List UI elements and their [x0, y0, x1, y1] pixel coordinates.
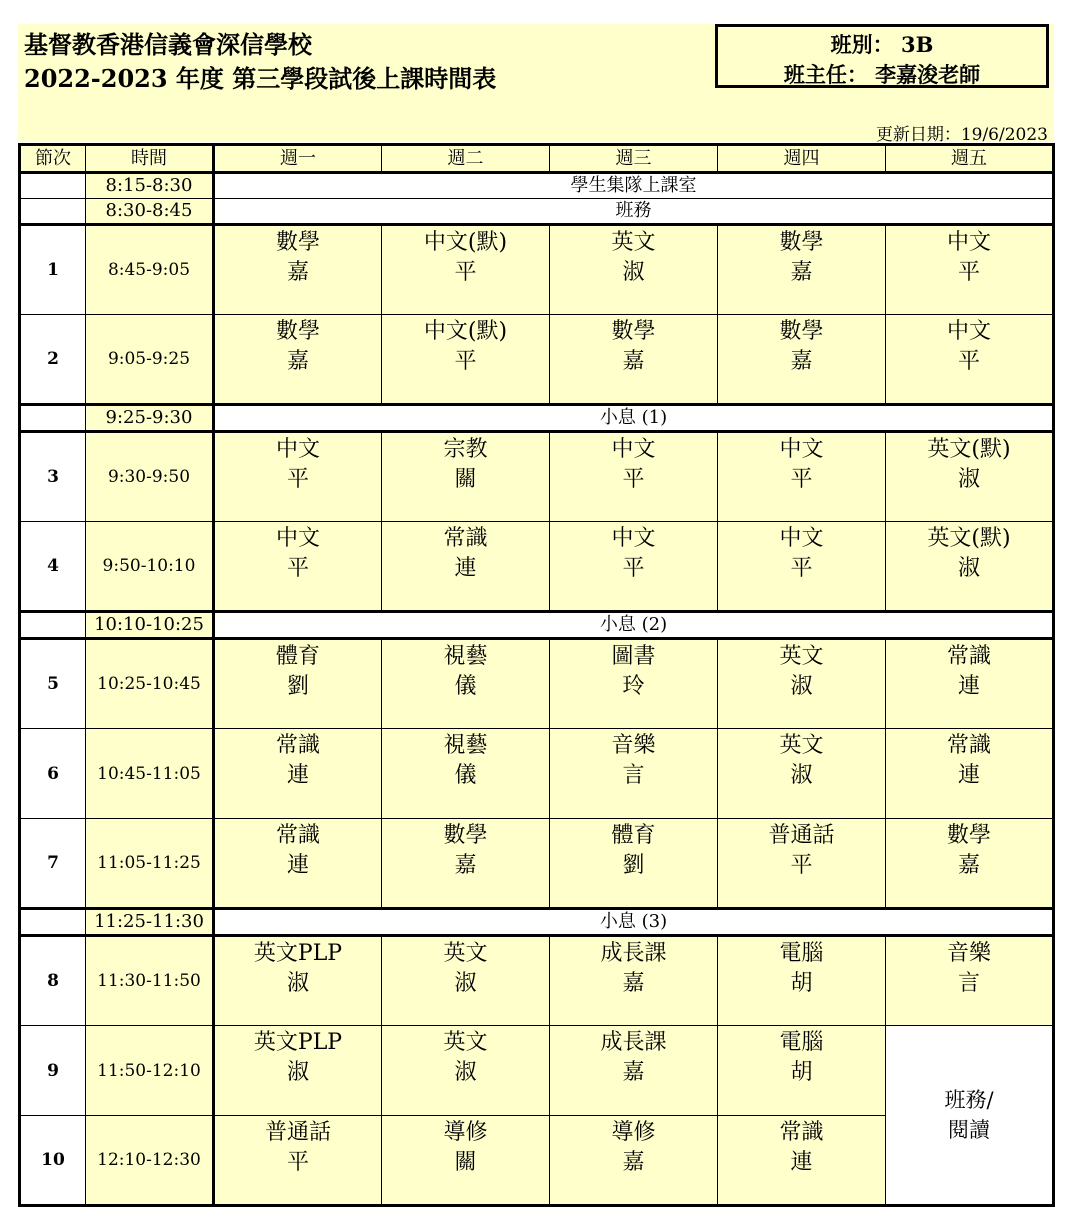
- lesson-cell: [886, 639, 1054, 729]
- period-number: 10: [20, 1116, 86, 1206]
- subject-name: 中文(默): [423, 319, 508, 344]
- lesson-cell: [718, 522, 886, 612]
- period-number: 2: [20, 315, 86, 405]
- lesson-cell: [886, 936, 1054, 1026]
- time-cell: 9:25-9:30: [86, 405, 214, 432]
- subject-name: 數學: [611, 319, 656, 344]
- teacher-label: 班主任：: [783, 62, 868, 87]
- lesson-cell: [214, 225, 382, 315]
- teacher-name: 關: [454, 1150, 477, 1175]
- col-header-day: 週四: [718, 145, 886, 173]
- lesson-cell: [214, 639, 382, 729]
- school-name: 基督教香港信義會深信學校: [24, 30, 312, 59]
- lesson-cell: [886, 432, 1054, 522]
- teacher-name: 劉: [286, 674, 309, 699]
- subject-name: 中文: [275, 437, 320, 462]
- subject-name: 中文: [779, 526, 824, 551]
- subject-name: 音樂: [946, 941, 991, 966]
- period-number: 4: [20, 522, 86, 612]
- teacher-name: 平: [622, 556, 645, 581]
- break-label: 小息 (3): [214, 909, 1054, 936]
- lesson-cell: [718, 432, 886, 522]
- subject-name: 體育: [611, 823, 656, 848]
- merged-class-reading-cell: [886, 1026, 1054, 1206]
- time-cell: 11:25-11:30: [86, 909, 214, 936]
- teacher-name: 平: [790, 467, 813, 492]
- period-row: [20, 315, 1054, 405]
- subject-name: 英文(默): [927, 526, 1011, 551]
- break-label: 學生集隊上課室: [214, 173, 1054, 199]
- teacher-name: 淑: [957, 556, 980, 581]
- subject-name: 體育: [275, 644, 320, 669]
- lesson-cell: [382, 432, 550, 522]
- period-cell-empty: [20, 199, 86, 225]
- lesson-cell: [886, 315, 1054, 405]
- period-row: [20, 432, 1054, 522]
- period-number: 9: [20, 1026, 86, 1116]
- teacher-name: 平: [957, 349, 980, 374]
- teacher-name: 胡: [790, 971, 813, 996]
- teacher-name: 玲: [622, 674, 645, 699]
- teacher-name: 儀: [454, 763, 477, 788]
- subject-name: 英文PLP: [253, 941, 343, 966]
- teacher-name: 平: [286, 467, 309, 492]
- time-cell: 9:30-9:50: [86, 432, 214, 522]
- teacher-name: 嘉: [286, 349, 309, 374]
- period-row: [20, 729, 1054, 819]
- lesson-cell: [382, 729, 550, 819]
- teacher-name: 嘉: [790, 260, 813, 285]
- subject-name: 導修: [443, 1120, 488, 1145]
- period-number: 5: [20, 639, 86, 729]
- lesson-cell: [214, 315, 382, 405]
- timetable-title: 2022-2023 年度 第三學段試後上課時間表: [24, 64, 497, 93]
- teacher-name: 嘉: [957, 853, 980, 878]
- break-row: [20, 199, 1054, 225]
- lesson-cell: [214, 729, 382, 819]
- period-number: 6: [20, 729, 86, 819]
- subject-name: 數學: [443, 823, 488, 848]
- time-cell: 8:45-9:05: [86, 225, 214, 315]
- teacher-name: 平: [957, 260, 980, 285]
- subject-name: 數學: [779, 230, 824, 255]
- lesson-cell: [718, 1026, 886, 1116]
- col-header-day: 週五: [886, 145, 1054, 173]
- lesson-cell: [550, 729, 718, 819]
- subject-name: 常識: [946, 644, 991, 669]
- lesson-cell: [718, 315, 886, 405]
- time-cell: 10:45-11:05: [86, 729, 214, 819]
- subject-name: 成長課: [600, 1030, 667, 1055]
- timetable: [18, 143, 1055, 1207]
- subject-name: 常識: [443, 526, 488, 551]
- time-cell: 12:10-12:30: [86, 1116, 214, 1206]
- period-row: [20, 1026, 1054, 1116]
- period-row: [20, 639, 1054, 729]
- subject-name: 英文: [443, 941, 488, 966]
- period-row: [20, 225, 1054, 315]
- col-header-day: 週二: [382, 145, 550, 173]
- teacher-name: 淑: [454, 1060, 477, 1085]
- subject-name: 數學: [275, 319, 320, 344]
- update-date: 更新日期：19/6/2023: [875, 125, 1048, 145]
- lesson-cell: [550, 819, 718, 909]
- class-line: [718, 29, 1046, 59]
- lesson-cell: [214, 819, 382, 909]
- subject-name: 音樂: [611, 733, 656, 758]
- teacher-name: 嘉: [622, 349, 645, 374]
- subject-name: 圖書: [611, 644, 656, 669]
- lesson-cell: [550, 936, 718, 1026]
- subject-name: 數學: [779, 319, 824, 344]
- lesson-cell: [382, 936, 550, 1026]
- period-cell-empty: [20, 405, 86, 432]
- subject-name: 常識: [946, 733, 991, 758]
- period-row: [20, 936, 1054, 1026]
- break-row: [20, 173, 1054, 199]
- subject-name: 中文: [275, 526, 320, 551]
- subject-name: 英文: [443, 1030, 488, 1055]
- subject-name: 電腦: [779, 941, 824, 966]
- merged-line-2: 閱讀: [948, 1118, 990, 1142]
- teacher-name: 平: [622, 467, 645, 492]
- teacher-name: 連: [957, 763, 980, 788]
- period-number: 7: [20, 819, 86, 909]
- teacher-name: 淑: [622, 260, 645, 285]
- subject-name: 常識: [275, 733, 320, 758]
- lesson-cell: [214, 936, 382, 1026]
- time-cell: 9:50-10:10: [86, 522, 214, 612]
- lesson-cell: [886, 225, 1054, 315]
- lesson-cell: [718, 819, 886, 909]
- subject-name: 中文: [611, 437, 656, 462]
- subject-name: 中文: [946, 230, 991, 255]
- subject-name: 英文PLP: [253, 1030, 343, 1055]
- col-header-day: 週一: [214, 145, 382, 173]
- teacher-name: 劉: [622, 853, 645, 878]
- teacher-name: 連: [454, 556, 477, 581]
- teacher-name: 連: [286, 763, 309, 788]
- lesson-cell: [550, 432, 718, 522]
- lesson-cell: [214, 1116, 382, 1206]
- time-cell: 10:25-10:45: [86, 639, 214, 729]
- lesson-cell: [550, 1026, 718, 1116]
- time-cell: 9:05-9:25: [86, 315, 214, 405]
- class-info-box: [715, 24, 1049, 88]
- teacher-name: 淑: [790, 763, 813, 788]
- subject-name: 普通話: [264, 1120, 331, 1145]
- col-header-time: 時間: [86, 145, 214, 173]
- subject-name: 常識: [779, 1120, 824, 1145]
- subject-name: 視藝: [443, 733, 488, 758]
- lesson-cell: [550, 225, 718, 315]
- teacher-value: 李嘉浚老師: [875, 62, 981, 87]
- time-cell: 11:50-12:10: [86, 1026, 214, 1116]
- teacher-name: 淑: [790, 674, 813, 699]
- lesson-cell: [382, 1026, 550, 1116]
- header-row: [20, 145, 1054, 173]
- subject-name: 英文: [779, 644, 824, 669]
- lesson-cell: [718, 225, 886, 315]
- subject-name: 英文: [611, 230, 656, 255]
- period-number: 8: [20, 936, 86, 1026]
- teacher-name: 胡: [790, 1060, 813, 1085]
- lesson-cell: [886, 522, 1054, 612]
- subject-name: 數學: [946, 823, 991, 848]
- break-row: [20, 405, 1054, 432]
- lesson-cell: [550, 315, 718, 405]
- lesson-cell: [214, 522, 382, 612]
- subject-name: 視藝: [443, 644, 488, 669]
- break-row: [20, 612, 1054, 639]
- timetable-header: [18, 24, 1054, 145]
- period-cell-empty: [20, 909, 86, 936]
- subject-name: 數學: [275, 230, 320, 255]
- time-cell: 11:30-11:50: [86, 936, 214, 1026]
- subject-name: 導修: [611, 1120, 656, 1145]
- teacher-name: 關: [454, 467, 477, 492]
- lesson-cell: [382, 315, 550, 405]
- teacher-name: 嘉: [622, 971, 645, 996]
- time-cell: 10:10-10:25: [86, 612, 214, 639]
- teacher-name: 嘉: [622, 1150, 645, 1175]
- period-number: 1: [20, 225, 86, 315]
- subject-name: 中文: [779, 437, 824, 462]
- lesson-cell: [214, 1026, 382, 1116]
- lesson-cell: [718, 729, 886, 819]
- teacher-name: 平: [286, 1150, 309, 1175]
- subject-name: 英文: [779, 733, 824, 758]
- teacher-name: 淑: [286, 1060, 309, 1085]
- teacher-name: 嘉: [622, 1060, 645, 1085]
- break-label: 班務: [214, 199, 1054, 225]
- teacher-name: 平: [790, 853, 813, 878]
- school-info: [24, 28, 496, 96]
- teacher-name: 連: [957, 674, 980, 699]
- subject-name: 英文(默): [927, 437, 1011, 462]
- lesson-cell: [382, 522, 550, 612]
- period-cell-empty: [20, 173, 86, 199]
- lesson-cell: [550, 1116, 718, 1206]
- teacher-name: 淑: [454, 971, 477, 996]
- lesson-cell: [382, 639, 550, 729]
- teacher-name: 平: [454, 260, 477, 285]
- subject-name: 常識: [275, 823, 320, 848]
- lesson-cell: [382, 1116, 550, 1206]
- break-row: [20, 909, 1054, 936]
- teacher-name: 連: [790, 1150, 813, 1175]
- teacher-name: 儀: [454, 674, 477, 699]
- col-header-day: 週三: [550, 145, 718, 173]
- teacher-line: [718, 59, 1046, 89]
- subject-name: 中文: [611, 526, 656, 551]
- teacher-name: 平: [286, 556, 309, 581]
- lesson-cell: [382, 225, 550, 315]
- lesson-cell: [718, 639, 886, 729]
- lesson-cell: [214, 432, 382, 522]
- period-cell-empty: [20, 612, 86, 639]
- lesson-cell: [550, 522, 718, 612]
- class-label: 班別：: [830, 32, 894, 57]
- subject-name: 宗教: [443, 437, 488, 462]
- time-cell: 11:05-11:25: [86, 819, 214, 909]
- teacher-name: 連: [286, 853, 309, 878]
- period-row: [20, 522, 1054, 612]
- lesson-cell: [718, 936, 886, 1026]
- teacher-name: 嘉: [286, 260, 309, 285]
- break-label: 小息 (2): [214, 612, 1054, 639]
- merged-line-1: 班務/: [944, 1088, 994, 1112]
- subject-name: 成長課: [600, 941, 667, 966]
- lesson-cell: [550, 639, 718, 729]
- teacher-name: 平: [454, 349, 477, 374]
- class-value: 3B: [900, 32, 934, 57]
- subject-name: 中文(默): [423, 230, 508, 255]
- col-header-period: 節次: [20, 145, 86, 173]
- subject-name: 電腦: [779, 1030, 824, 1055]
- lesson-cell: [886, 729, 1054, 819]
- teacher-name: 平: [790, 556, 813, 581]
- time-cell: 8:15-8:30: [86, 173, 214, 199]
- teacher-name: 淑: [286, 971, 309, 996]
- teacher-name: 淑: [957, 467, 980, 492]
- period-number: 3: [20, 432, 86, 522]
- lesson-cell: [886, 819, 1054, 909]
- break-label: 小息 (1): [214, 405, 1054, 432]
- teacher-name: 言: [957, 971, 980, 996]
- subject-name: 普通話: [768, 823, 835, 848]
- time-cell: 8:30-8:45: [86, 199, 214, 225]
- lesson-cell: [718, 1116, 886, 1206]
- lesson-cell: [382, 819, 550, 909]
- teacher-name: 嘉: [454, 853, 477, 878]
- teacher-name: 言: [622, 763, 645, 788]
- subject-name: 中文: [946, 319, 991, 344]
- teacher-name: 嘉: [790, 349, 813, 374]
- period-row: [20, 819, 1054, 909]
